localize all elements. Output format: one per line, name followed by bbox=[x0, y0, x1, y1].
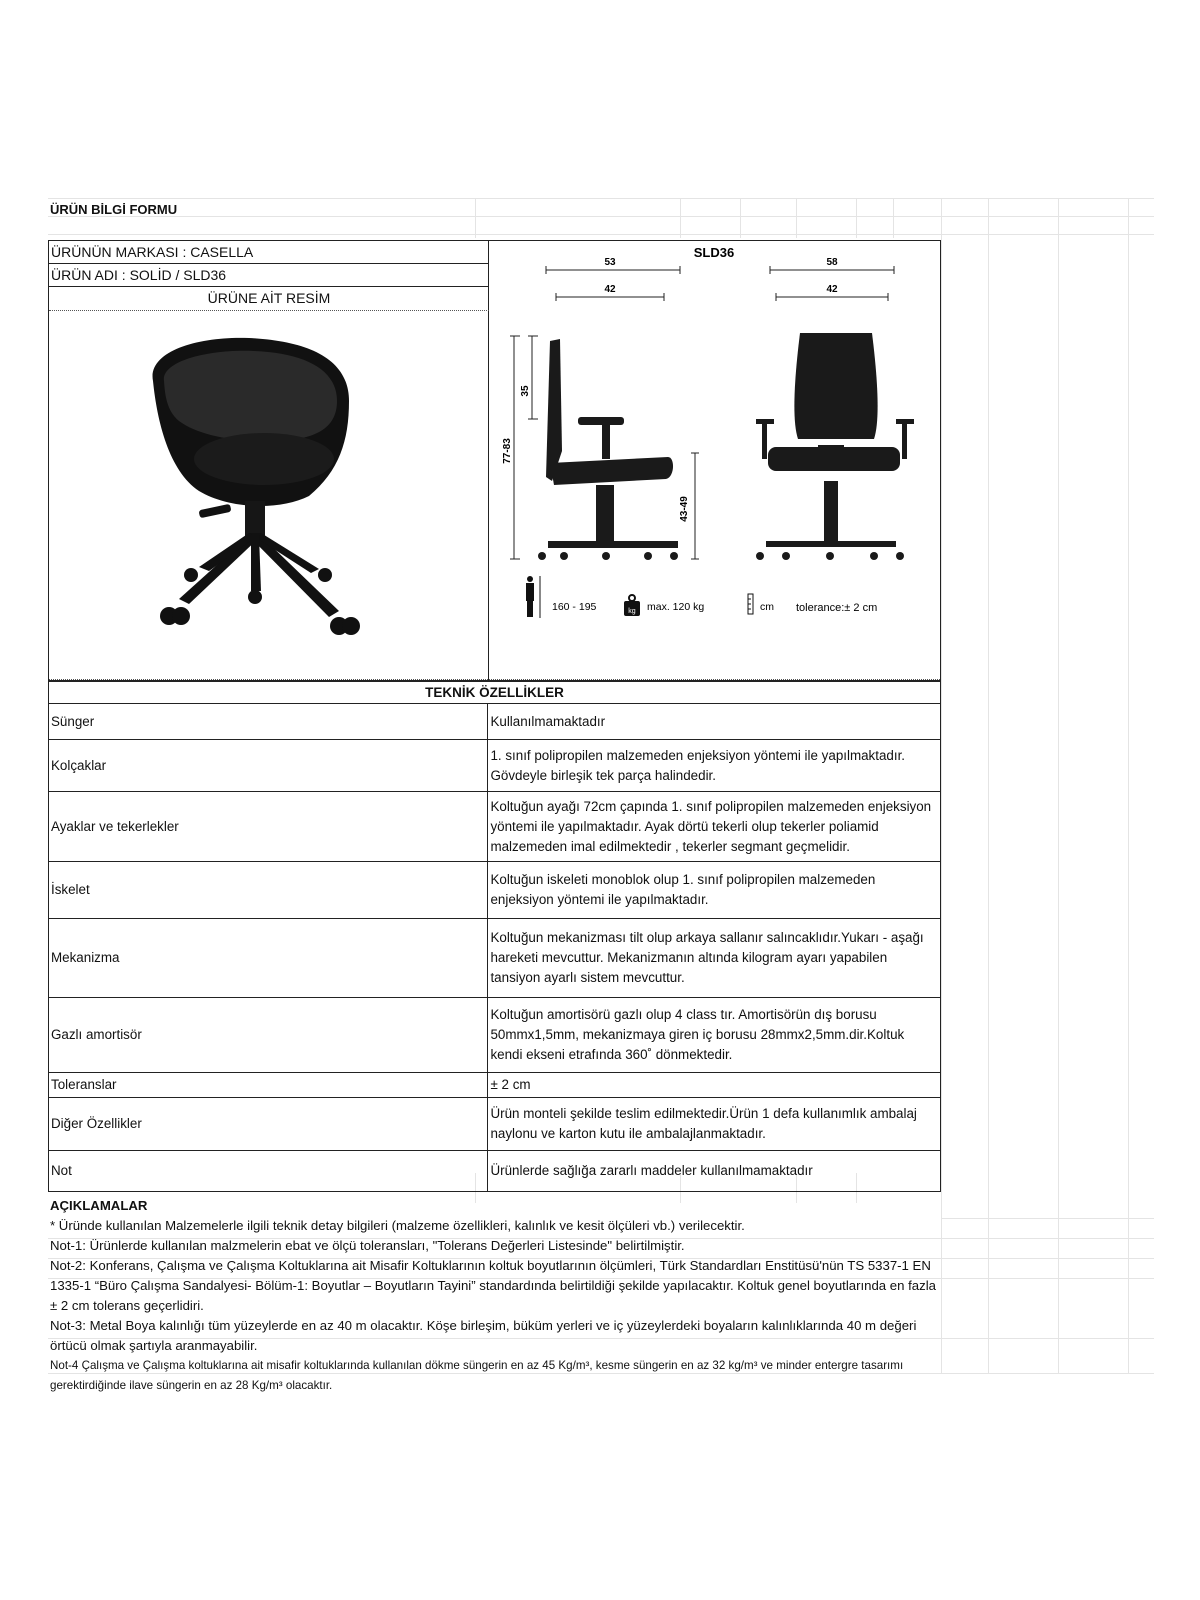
table-row bbox=[49, 704, 941, 740]
brand-cell: ÜRÜNÜN MARKASI : CASELLA bbox=[49, 241, 489, 264]
table-row bbox=[49, 1151, 941, 1192]
table-row bbox=[49, 862, 941, 919]
header-left bbox=[49, 241, 489, 680]
user-height-range: 160 - 195 bbox=[552, 601, 597, 613]
dim-front-width-top: 58 bbox=[826, 257, 838, 268]
spec-value: Koltuğun mekanizması tilt olup arkaya sallanır salıncaklıdır.Yukarı - aşağı hareketi mevcuttur. Mekanizmanın altında kilogram ayarı yapabilen tansiyon ayarlı sistem mevcuttur. bbox=[488, 919, 941, 998]
spec-title-row bbox=[49, 682, 941, 704]
spec-key: Ayaklar ve tekerlekler bbox=[49, 792, 488, 862]
note-2: Not-2: Konferans, Çalışma ve Çalışma Koltuklarına ait Misafir Koltuklarının koltuk boyutlarının ölçümleri, Türk Standardları Enstitüsü'nün TS 5337-1 EN 1335-1 “Büro Çalışma Sandalyesi- Bölüm-1: Boyutlar – Boyutların Tayini” standardında belirtildiği şekilde yapılacaktır. Koltuk genel boyutlarında en fazla ± 2 cm tolerans geçerlidiri. bbox=[50, 1258, 936, 1313]
dim-side-width-top: 53 bbox=[604, 257, 616, 268]
note-4: Not-4 Çalışma ve Çalışma koltuklarına ait misafir koltuklarında kullanılan dökme süngerin en az 45 Kg/m³, kesme süngerin en az 32 kg/m³ ve minder entergre tasarımı gerektirdiğinde ilave süngerin en az 28 Kg/m³ olacaktır. bbox=[50, 1359, 904, 1392]
dim-seat-height: 43-49 bbox=[679, 496, 690, 522]
spec-title: TEKNİK ÖZELLİKLER bbox=[49, 682, 941, 704]
table-row bbox=[49, 792, 941, 862]
side-view-chair bbox=[538, 339, 678, 560]
unit-label: cm bbox=[760, 601, 774, 613]
table-row bbox=[49, 1098, 941, 1151]
form-title: ÜRÜN BİLGİ FORMU bbox=[50, 202, 178, 217]
weight-icon-label: kg bbox=[628, 608, 636, 615]
spec-key: Gazlı amortisör bbox=[49, 998, 488, 1073]
header-bottom-rule bbox=[49, 679, 940, 680]
table-row bbox=[49, 1073, 941, 1098]
technical-drawing bbox=[490, 241, 941, 682]
dim-total-height: 77-83 bbox=[502, 438, 513, 464]
table-row bbox=[49, 998, 941, 1073]
spec-value: Ürün monteli şekilde teslim edilmektedir.Ürün 1 defa kullanımlık ambalaj naylonu ve karton kutu ile ambalajlanmaktadır. bbox=[488, 1098, 941, 1151]
note-3: Not-3: Metal Boya kalınlığı tüm yüzeylerde en az 40 m olacaktır. Köşe birleşim, büküm yerleri ve iç yüzeylerdeki boyaların kalınlıklarında 40 m değeri örtücü olmak şartıyla aranmayabilir. bbox=[50, 1318, 917, 1353]
dim-side-width-seat: 42 bbox=[604, 284, 616, 295]
spec-key: Not bbox=[49, 1151, 488, 1192]
dim-back-height: 35 bbox=[520, 385, 531, 397]
product-header bbox=[48, 240, 941, 681]
dim-front-width-seat: 42 bbox=[826, 284, 838, 295]
spec-key: Kolçaklar bbox=[49, 740, 488, 792]
spec-table bbox=[48, 681, 941, 1192]
spec-key: Sünger bbox=[49, 704, 488, 740]
tolerance-label: tolerance:± 2 cm bbox=[796, 602, 878, 614]
spec-value: ± 2 cm bbox=[488, 1073, 941, 1098]
weight-icon bbox=[624, 595, 640, 616]
spec-key: İskelet bbox=[49, 862, 488, 919]
product-name-cell: ÜRÜN ADI : SOLİD / SLD36 bbox=[49, 264, 489, 287]
spec-key: Toleranslar bbox=[49, 1073, 488, 1098]
spec-key: Diğer Özellikler bbox=[49, 1098, 488, 1151]
model-label: SLD36 bbox=[693, 245, 735, 260]
image-caption: ÜRÜNE AİT RESİM bbox=[207, 290, 331, 306]
spec-value: Koltuğun amortisörü gazlı olup 4 class tır. Amortisörün dış borusu 50mmx1,5mm, mekanizmaya giren iç borusu 28mmx2,5mm.dir.Koltuk kendi ekseni etrafında 360˚ dönmektedir. bbox=[488, 998, 941, 1073]
spec-value: 1. sınıf polipropilen malzemeden enjeksiyon yöntemi ile yapılmaktadır. Gövdeyle birleşik tek parça halindedir. bbox=[488, 740, 941, 792]
product-photo bbox=[49, 310, 489, 682]
spec-key: Mekanizma bbox=[49, 919, 488, 998]
spec-value: Koltuğun ayağı 72cm çapında 1. sınıf polipropilen malzemeden enjeksiyon yöntemi ile yapılmaktadır. Ayak dörtü tekerli olup tekerler poliamid malzemeden imal edilmektedir , tekerler segmant geçmelidir. bbox=[488, 792, 941, 862]
spec-value: Ürünlerde sağlığa zararlı maddeler kullanılmamaktadır bbox=[488, 1151, 941, 1192]
person-icon bbox=[526, 576, 540, 618]
front-view-chair bbox=[756, 333, 914, 560]
note-1: Not-1: Ürünlerde kullanılan malzmelerin ebat ve ölçü toleransları, "Tolerans Değerleri Listesinde" belirtilmiştir. bbox=[50, 1238, 685, 1253]
spec-value: Kullanılmamaktadır bbox=[488, 704, 941, 740]
ruler-icon bbox=[748, 594, 753, 614]
notes-section bbox=[50, 1196, 940, 1396]
table-row bbox=[49, 740, 941, 792]
dimension-drawing bbox=[490, 241, 941, 682]
note-general: * Üründe kullanılan Malzemelerle ilgili teknik detay bilgileri (malzeme özellikleri, kalınlık ve kesit ölçüleri vb.) verilecektir. bbox=[50, 1218, 745, 1233]
max-load: max. 120 kg bbox=[647, 601, 705, 613]
chair-photo-illustration bbox=[49, 311, 489, 683]
spec-value: Koltuğun iskeleti monoblok olup 1. sınıf polipropilen malzemeden enjeksiyon yöntemi ile yapılmaktadır. bbox=[488, 862, 941, 919]
table-row bbox=[49, 919, 941, 998]
notes-heading: AÇIKLAMALAR bbox=[50, 1198, 148, 1213]
